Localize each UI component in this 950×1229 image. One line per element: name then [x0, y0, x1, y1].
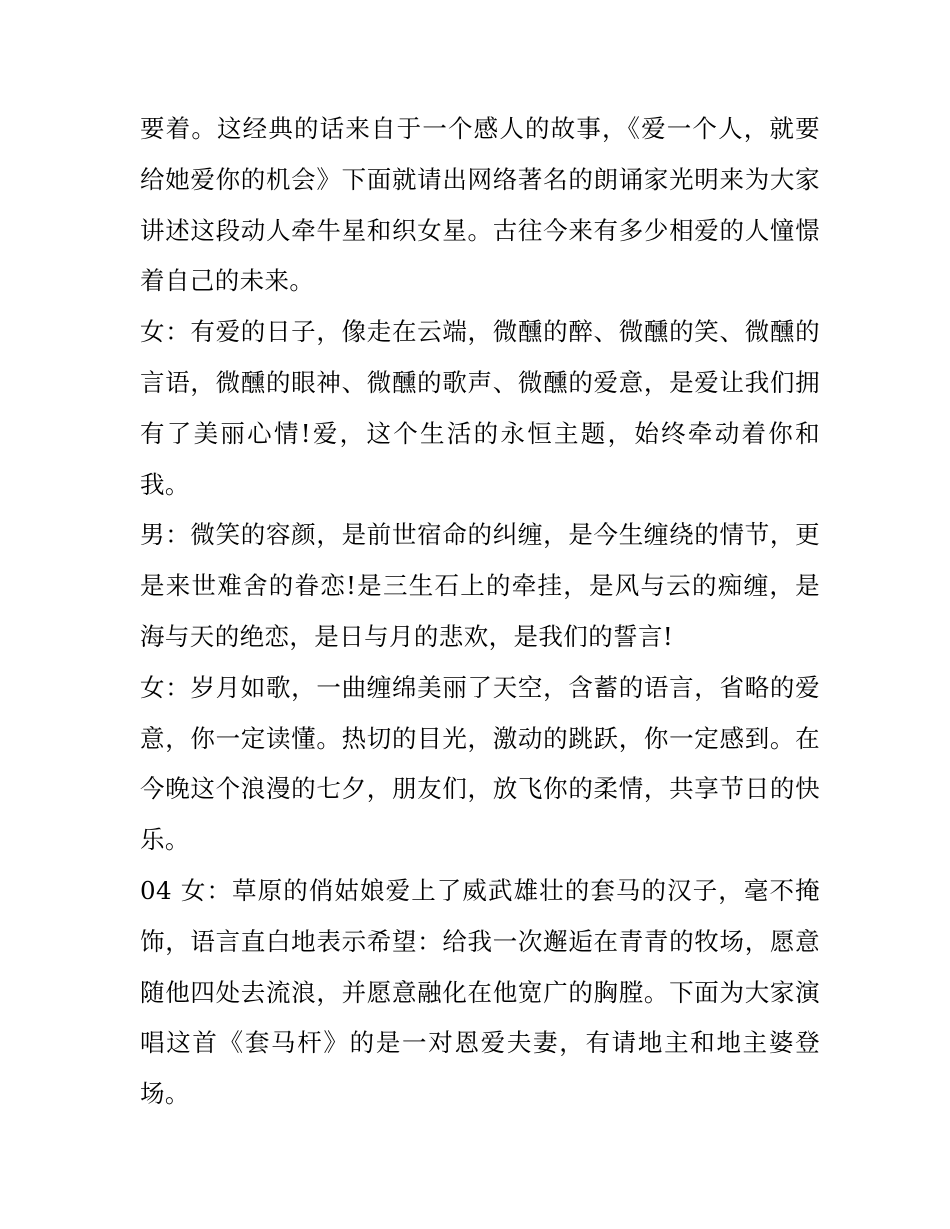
- paragraph-female-1: 女：有爱的日子，像走在云端，微醺的醉、微醺的笑、微醺的言语，微醺的眼神、微醺的歌声、微醺的爱意，是爱让我们拥有了美丽心情!爱，这个生活的永恒主题，始终牵动着你和我。: [140, 317, 820, 499]
- paragraph-04-female: 04 女：草原的俏姑娘爱上了威武雄壮的套马的汉子，毫不掩饰，语言直白地表示希望：给我一次邂逅在青青的牧场，愿意随他四处去流浪，并愿意融化在他宽广的胸膛。下面为大家演唱这首《套马杆》的是一对恩爱夫妻，有请地主和地主婆登场。: [140, 875, 820, 1109]
- paragraph-female-2: 女：岁月如歌，一曲缠绵美丽了天空，含蓄的语言，省略的爱意，你一定读懂。热切的目光，激动的跳跃，你一定感到。在今晚这个浪漫的七夕，朋友们，放飞你的柔情，共享节日的快乐。: [140, 672, 820, 855]
- document-body: [140, 104, 820, 1120]
- paragraph-intro: 要着。这经典的话来自于一个感人的故事，《爱一个人，就要给她爱你的机会》下面就请出网络著名的朗诵家光明来为大家讲述这段动人牵牛星和织女星。古往今来有多少相爱的人憧憬着自己的未来。: [140, 114, 820, 296]
- paragraph-male-1: 男：微笑的容颜，是前世宿命的纠缠，是今生缠绕的情节，更是来世难舍的眷恋!是三生石上的牵挂，是风与云的痴缠，是海与天的绝恋，是日与月的悲欢，是我们的誓言!: [140, 520, 820, 651]
